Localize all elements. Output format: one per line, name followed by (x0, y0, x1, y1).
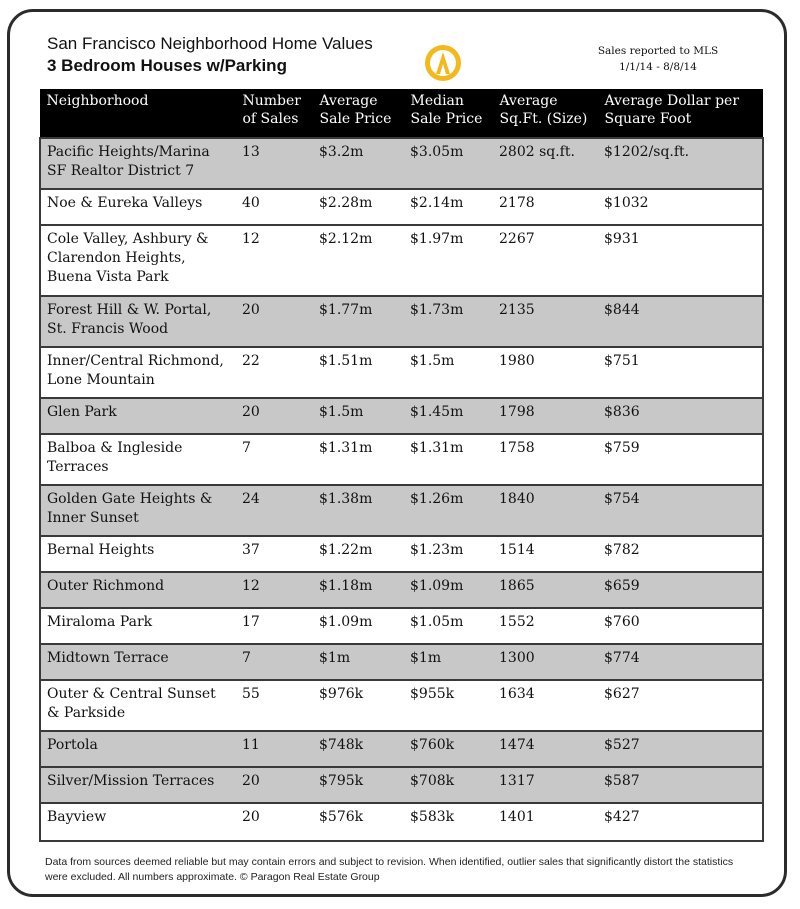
neighborhood-cell: Portola (40, 731, 236, 767)
avg-price-cell: $1.77m (313, 296, 404, 347)
sqft-cell: 1514 (493, 536, 598, 572)
median-price-cell: $3.05m (404, 138, 493, 189)
median-price-cell: $1.97m (404, 225, 493, 296)
median-price-cell: $1m (404, 644, 493, 680)
table-row (40, 572, 763, 608)
avg-price-cell: $1.38m (313, 485, 404, 536)
sales-count-cell: 11 (236, 731, 313, 767)
neighborhood-cell: Noe & Eureka Valleys (40, 189, 236, 225)
dollar-sqft-cell: $751 (598, 347, 763, 398)
sqft-cell: 2178 (493, 189, 598, 225)
table-header-row (40, 89, 763, 138)
neighborhood-cell: Outer Richmond (40, 572, 236, 608)
dollar-sqft-cell: $659 (598, 572, 763, 608)
sales-count-cell: 20 (236, 803, 313, 841)
neighborhood-cell: Pacific Heights/Marina SF Realtor District 7 (40, 138, 236, 189)
table-row (40, 803, 763, 841)
avg-price-cell: $795k (313, 767, 404, 803)
neighborhood-cell: Bernal Heights (40, 536, 236, 572)
dollar-sqft-cell: $836 (598, 398, 763, 434)
table-row (40, 536, 763, 572)
table-row (40, 138, 763, 189)
sqft-cell: 1758 (493, 434, 598, 485)
dollar-sqft-cell: $782 (598, 536, 763, 572)
table-row (40, 485, 763, 536)
median-price-cell: $1.5m (404, 347, 493, 398)
sqft-cell: 2135 (493, 296, 598, 347)
paragon-logo-icon (424, 44, 462, 82)
neighborhood-cell: Golden Gate Heights & Inner Sunset (40, 485, 236, 536)
neighborhood-cell: Cole Valley, Ashbury & Clarendon Heights, Buena Vista Park (40, 225, 236, 296)
dollar-sqft-cell: $427 (598, 803, 763, 841)
neighborhood-cell: Inner/Central Richmond, Lone Mountain (40, 347, 236, 398)
table-row (40, 296, 763, 347)
sales-count-cell: 12 (236, 225, 313, 296)
neighborhood-cell: Glen Park (40, 398, 236, 434)
median-price-cell: $1.45m (404, 398, 493, 434)
neighborhood-cell: Miraloma Park (40, 608, 236, 644)
dollar-sqft-cell: $759 (598, 434, 763, 485)
median-price-cell: $2.14m (404, 189, 493, 225)
table-row (40, 347, 763, 398)
column-header: Average Sale Price (313, 89, 404, 138)
sqft-cell: 1474 (493, 731, 598, 767)
sales-count-cell: 12 (236, 572, 313, 608)
table-row (40, 767, 763, 803)
avg-price-cell: $3.2m (313, 138, 404, 189)
sales-count-cell: 37 (236, 536, 313, 572)
column-header: Median Sale Price (404, 89, 493, 138)
avg-price-cell: $2.12m (313, 225, 404, 296)
table-row (40, 189, 763, 225)
sales-count-cell: 7 (236, 434, 313, 485)
column-header: Average Sq.Ft. (Size) (493, 89, 598, 138)
neighborhood-cell: Silver/Mission Terraces (40, 767, 236, 803)
sqft-cell: 1840 (493, 485, 598, 536)
avg-price-cell: $576k (313, 803, 404, 841)
sqft-cell: 1634 (493, 680, 598, 731)
sales-count-cell: 55 (236, 680, 313, 731)
sales-count-cell: 22 (236, 347, 313, 398)
neighborhood-cell: Outer & Central Sunset & Parkside (40, 680, 236, 731)
sales-count-cell: 24 (236, 485, 313, 536)
median-price-cell: $1.26m (404, 485, 493, 536)
table-row (40, 731, 763, 767)
avg-price-cell: $1.5m (313, 398, 404, 434)
table-row (40, 434, 763, 485)
sqft-cell: 2802 sq.ft. (493, 138, 598, 189)
sqft-cell: 1798 (493, 398, 598, 434)
neighborhood-cell: Bayview (40, 803, 236, 841)
table-row (40, 225, 763, 296)
table-body (40, 138, 763, 841)
sales-count-cell: 20 (236, 296, 313, 347)
column-header: Number of Sales (236, 89, 313, 138)
sales-note-line1: Sales reported to MLS (597, 45, 719, 57)
sales-note (588, 43, 728, 75)
median-price-cell: $1.05m (404, 608, 493, 644)
neighborhood-cell: Forest Hill & W. Portal, St. Francis Wood (40, 296, 236, 347)
dollar-sqft-cell: $931 (598, 225, 763, 296)
neighborhood-cell: Midtown Terrace (40, 644, 236, 680)
median-price-cell: $708k (404, 767, 493, 803)
avg-price-cell: $1.51m (313, 347, 404, 398)
avg-price-cell: $1.22m (313, 536, 404, 572)
median-price-cell: $583k (404, 803, 493, 841)
sqft-cell: 2267 (493, 225, 598, 296)
avg-price-cell: $1m (313, 644, 404, 680)
neighborhood-cell: Balboa & Ingleside Terraces (40, 434, 236, 485)
table-row (40, 608, 763, 644)
dollar-sqft-cell: $627 (598, 680, 763, 731)
dollar-sqft-cell: $844 (598, 296, 763, 347)
sqft-cell: 1980 (493, 347, 598, 398)
median-price-cell: $1.23m (404, 536, 493, 572)
dollar-sqft-cell: $754 (598, 485, 763, 536)
sqft-cell: 1317 (493, 767, 598, 803)
dollar-sqft-cell: $760 (598, 608, 763, 644)
dollar-sqft-cell: $1032 (598, 189, 763, 225)
median-price-cell: $760k (404, 731, 493, 767)
report-subtitle: 3 Bedroom Houses w/Parking (47, 56, 287, 75)
dollar-sqft-cell: $587 (598, 767, 763, 803)
sales-count-cell: 13 (236, 138, 313, 189)
home-values-table-wrap (39, 89, 762, 842)
sales-count-cell: 20 (236, 767, 313, 803)
table-row (40, 398, 763, 434)
sales-count-cell: 7 (236, 644, 313, 680)
sales-count-cell: 40 (236, 189, 313, 225)
median-price-cell: $1.73m (404, 296, 493, 347)
home-values-table (39, 89, 764, 842)
avg-price-cell: $2.28m (313, 189, 404, 225)
median-price-cell: $955k (404, 680, 493, 731)
median-price-cell: $1.09m (404, 572, 493, 608)
avg-price-cell: $1.18m (313, 572, 404, 608)
avg-price-cell: $1.31m (313, 434, 404, 485)
column-header: Average Dollar per Square Foot (598, 89, 763, 138)
sales-count-cell: 17 (236, 608, 313, 644)
sales-count-cell: 20 (236, 398, 313, 434)
dollar-sqft-cell: $527 (598, 731, 763, 767)
sqft-cell: 1300 (493, 644, 598, 680)
sqft-cell: 1865 (493, 572, 598, 608)
avg-price-cell: $976k (313, 680, 404, 731)
disclaimer-footer: Data from sources deemed reliable but may contain errors and subject to revision. When identified, outlier sales that significantly distort the statistics were excluded. All numbers approximate. © Paragon Real Estate Group (45, 856, 734, 883)
sqft-cell: 1401 (493, 803, 598, 841)
sales-note-line2: 1/1/14 - 8/8/14 (619, 61, 697, 73)
median-price-cell: $1.31m (404, 434, 493, 485)
dollar-sqft-cell: $774 (598, 644, 763, 680)
report-title: San Francisco Neighborhood Home Values (47, 34, 373, 53)
column-header: Neighborhood (40, 89, 236, 138)
avg-price-cell: $1.09m (313, 608, 404, 644)
table-row (40, 644, 763, 680)
avg-price-cell: $748k (313, 731, 404, 767)
table-row (40, 680, 763, 731)
dollar-sqft-cell: $1202/sq.ft. (598, 138, 763, 189)
sqft-cell: 1552 (493, 608, 598, 644)
